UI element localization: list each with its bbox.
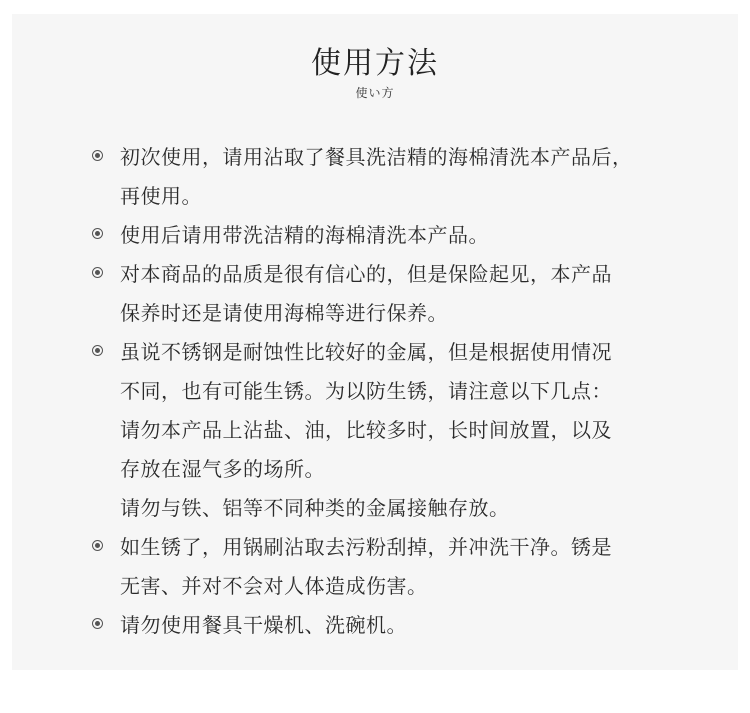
circle-bullet-icon — [92, 267, 103, 278]
item-text-line: 存放在湿气多的场所。 — [120, 457, 325, 481]
item-text-line: 对本商品的品质是很有信心的，但是保险起见，本产品 — [120, 262, 612, 286]
item-text-line: 保养时还是请使用海棉等进行保养。 — [120, 301, 448, 325]
circle-bullet-icon — [92, 540, 103, 551]
item-text-line: 使用后请用带洗洁精的海棉清洗本产品。 — [120, 223, 489, 247]
circle-bullet-icon — [92, 618, 103, 629]
item-text-line: 再使用。 — [120, 184, 202, 208]
list-item — [92, 138, 692, 216]
list-item — [92, 333, 692, 528]
page-subtitle: 使い方 — [355, 86, 395, 100]
item-text-line: 如生锈了，用锅刷沾取去污粉刮掉，并冲洗干净。锈是 — [120, 535, 612, 559]
page-title: 使用方法 — [311, 46, 439, 81]
usage-instructions-list — [92, 138, 692, 645]
list-item — [92, 606, 692, 645]
content-panel — [12, 14, 738, 670]
item-text-line: 请勿使用餐具干燥机、洗碗机。 — [120, 613, 407, 637]
circle-bullet-icon — [92, 150, 103, 161]
item-text-line: 请勿与铁、铝等不同种类的金属接触存放。 — [120, 496, 510, 520]
item-text-line: 虽说不锈钢是耐蚀性比较好的金属，但是根据使用情况 — [120, 340, 612, 364]
item-text-line: 不同，也有可能生锈。为以防生锈，请注意以下几点： — [120, 379, 612, 403]
list-item — [92, 528, 692, 606]
item-text-line: 初次使用，请用沾取了餐具洗洁精的海棉清洗本产品后， — [120, 145, 633, 169]
list-item — [92, 255, 692, 333]
item-text-line: 无害、并对不会对人体造成伤害。 — [120, 574, 428, 598]
circle-bullet-icon — [92, 228, 103, 239]
circle-bullet-icon — [92, 345, 103, 356]
list-item — [92, 216, 692, 255]
item-text-line: 请勿本产品上沾盐、油，比较多时，长时间放置，以及 — [120, 418, 612, 442]
